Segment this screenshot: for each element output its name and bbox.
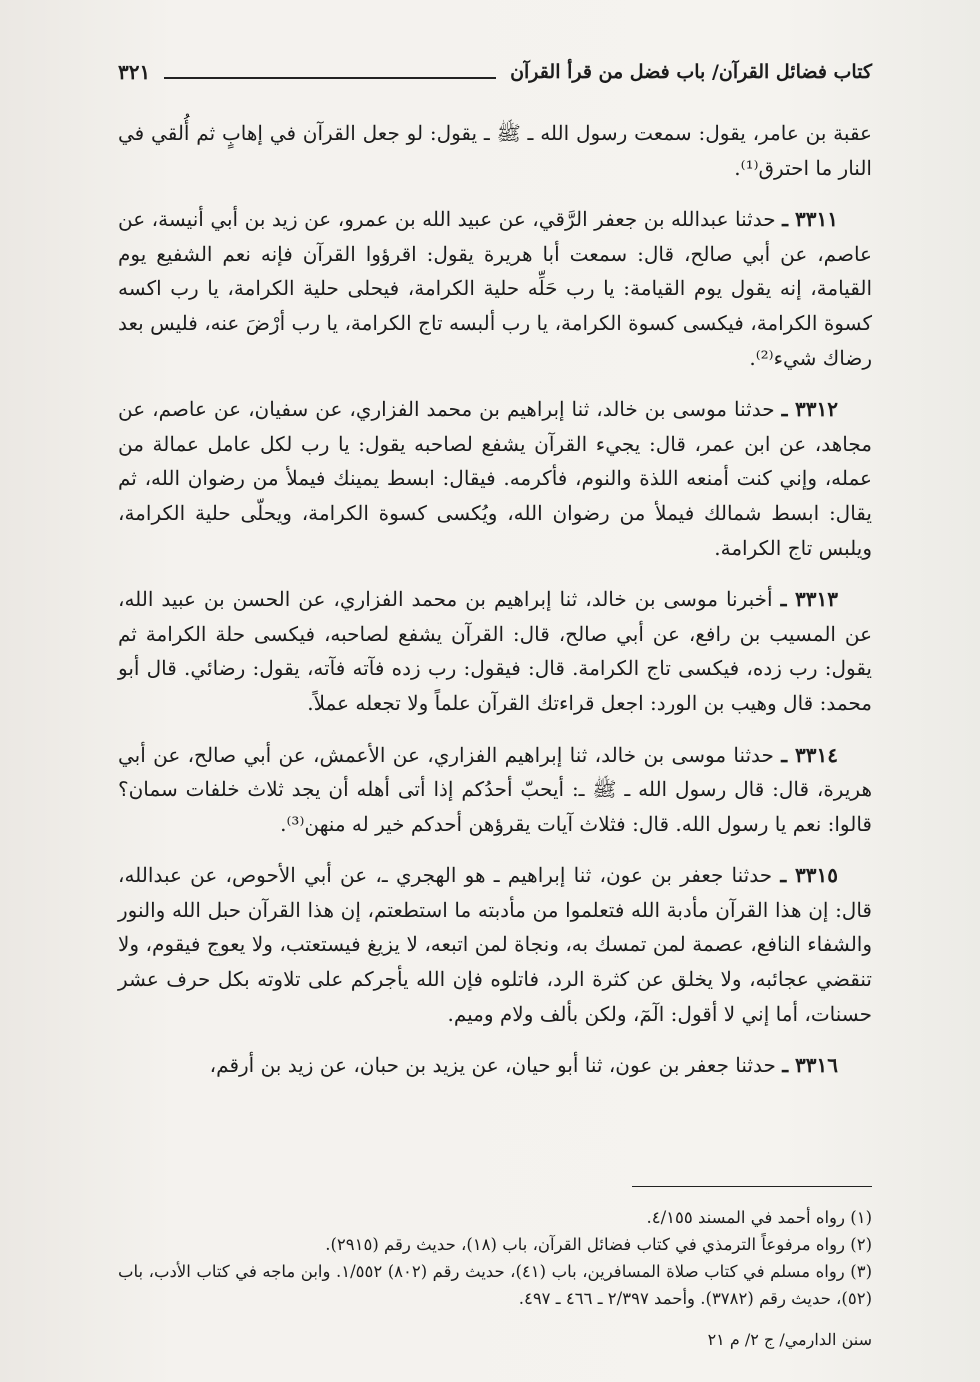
hadith-number: ٣٣١١ ـ <box>782 207 839 232</box>
paragraph-text: عقبة بن عامر، يقول: سمعت رسول الله ـ ﷺ ـ يقول: لو جعل القرآن في إهابٍ ثم أُلقي في النار ما احترق⁽¹⁾. <box>118 121 872 180</box>
hadith-text: أخبرنا موسى بن خالد، ثنا إبراهيم بن محمد الفزاري، عن الحسن بن عبيد الله، عن المسيب بن رافع، عن أبي صالح، قال: القرآن يشفع لصاحبه، فيكسى حلة الكرامة ثم يقول: رب زده، فيكسى تاج الكرامة. قال: فيقول: رب زده فآته فآته، يقول: رضائي. قال أبو محمد: قال وهيب بن الورد: اجعل قراءتك القرآن علماً ولا تجعله عملاً. <box>118 587 872 715</box>
hadith-3313 <box>118 582 872 720</box>
hadith-text: حدثنا جعفر بن عون، ثنا أبو حيان، عن يزيد بن حبان، عن زيد بن أرقم، <box>209 1053 776 1078</box>
footnote-2: (٢) رواه مرفوعاً الترمذي في كتاب فضائل القرآن، باب (١٨)، حديث رقم (٢٩١٥). <box>325 1235 872 1254</box>
hadith-text: حدثنا موسى بن خالد، ثنا إبراهيم الفزاري، عن الأعمش، عن أبي صالح، عن أبي هريرة، قال: قال رسول الله ـ ﷺ ـ: أيحبّ أحدُكم إذا أتى أهله أن يجد ثلاث خلفات سمان؟ قالوا: نعم يا رسول الله. قال: فثلاث آيات يقرؤهن أحدكم خير له منهن⁽³⁾. <box>118 742 872 836</box>
footnote-3: (٣) رواه مسلم في كتاب صلاة المسافرين، باب (٤١)، حديث رقم (٨٠٢) ١/٥٥٢. وابن ماجه في كتاب الأدب، باب (٥٢)، حديث رقم (٣٧٨٢). وأحمد ٢/٣٩٧ ـ ٤٦٦ ـ ٤٩٧. <box>118 1262 872 1308</box>
hadith-text: حدثنا موسى بن خالد، ثنا إبراهيم بن محمد الفزاري، عن سفيان، عن عاصم، عن مجاهد، عن ابن عمر، قال: يجيء القرآن يشفع لصاحبه يقول: يا رب لكل عامل عمالة من عمله، وإني كنت أمنعه اللذة والنوم، فأكرمه. فيقال: ابسط يمينك فيملأ من رضوان الله، ثم يقال: ابسط شمالك فيملأ من رضوان الله، ويُكسى كسوة الكرامة، ويحلّى حلية الكرامة، ويلبس تاج الكرامة. <box>118 397 872 560</box>
hadith-3311 <box>118 202 872 375</box>
hadith-3316 <box>118 1048 872 1083</box>
header-title: كتاب فضائل القرآن/ باب فضل من قرأ القرآن <box>510 61 872 83</box>
hadith-number: ٣٣١٦ ـ <box>782 1053 838 1078</box>
header-rule <box>164 77 496 79</box>
hadith-text: حدثنا جعفر بن عون، ثنا إبراهيم ـ هو الهجري ـ، عن أبي الأحوص، عن عبدالله، قال: إن هذا القرآن مأدبة الله فتعلموا من مأدبته ما استطعتم، إن هذا القرآن حبل الله والنور والشفاء النافع، عصمة لمن تمسك به، ونجاة لمن اتبعه، لا يزيغ فيستعتب، ولا يعوج فيقوم، ولا تنقضي عجائبه، ولا يخلق عن كثرة الرد، فاتلوه فإن الله يأجركم على تلاوته بكل حرف عشر حسنات، أما إني لا أقول: الٓمٓ، ولكن بألف ولام وميم. <box>118 863 872 1026</box>
hadith-number: ٣٣١٢ ـ <box>781 397 838 422</box>
running-header <box>118 52 872 92</box>
footnote-1: (١) رواه أحمد في المسند ٤/١٥٥. <box>646 1208 872 1227</box>
footnote-divider <box>632 1186 872 1187</box>
main-text <box>118 116 872 1100</box>
hadith-number: ٣٣١٥ ـ <box>780 863 838 888</box>
hadith-3312 <box>118 392 872 565</box>
hadith-number: ٣٣١٣ ـ <box>780 587 839 612</box>
page-number: ٣٢١ <box>118 60 151 84</box>
printer-signature: سنن الدارمي/ ج ٢/ م ٢١ <box>707 1330 872 1349</box>
hadith-3314 <box>118 738 872 842</box>
hadith-text: حدثنا عبدالله بن جعفر الرَّقي، عن عبيد الله بن عمرو، عن زيد بن أبي أنيسة، عن عاصم، عن أبي صالح، قال: سمعت أبا هريرة يقول: اقرؤوا القرآن فإنه نعم الشفيع يوم القيامة، إنه يقول يوم القيامة: يا رب حَلِّه حلية الكرامة، فيحلى حلية الكرامة، يا رب اكسه كسوة الكرامة، فيكسى كسوة الكرامة، يا رب ألبسه تاج الكرامة، يا رب أرْضَ عنه، فليس بعد رضاك شيء⁽²⁾. <box>118 207 872 370</box>
paragraph-continuation <box>118 116 872 185</box>
footnotes <box>118 1204 872 1312</box>
hadith-number: ٣٣١٤ ـ <box>781 742 839 767</box>
hadith-3315 <box>118 858 872 1031</box>
